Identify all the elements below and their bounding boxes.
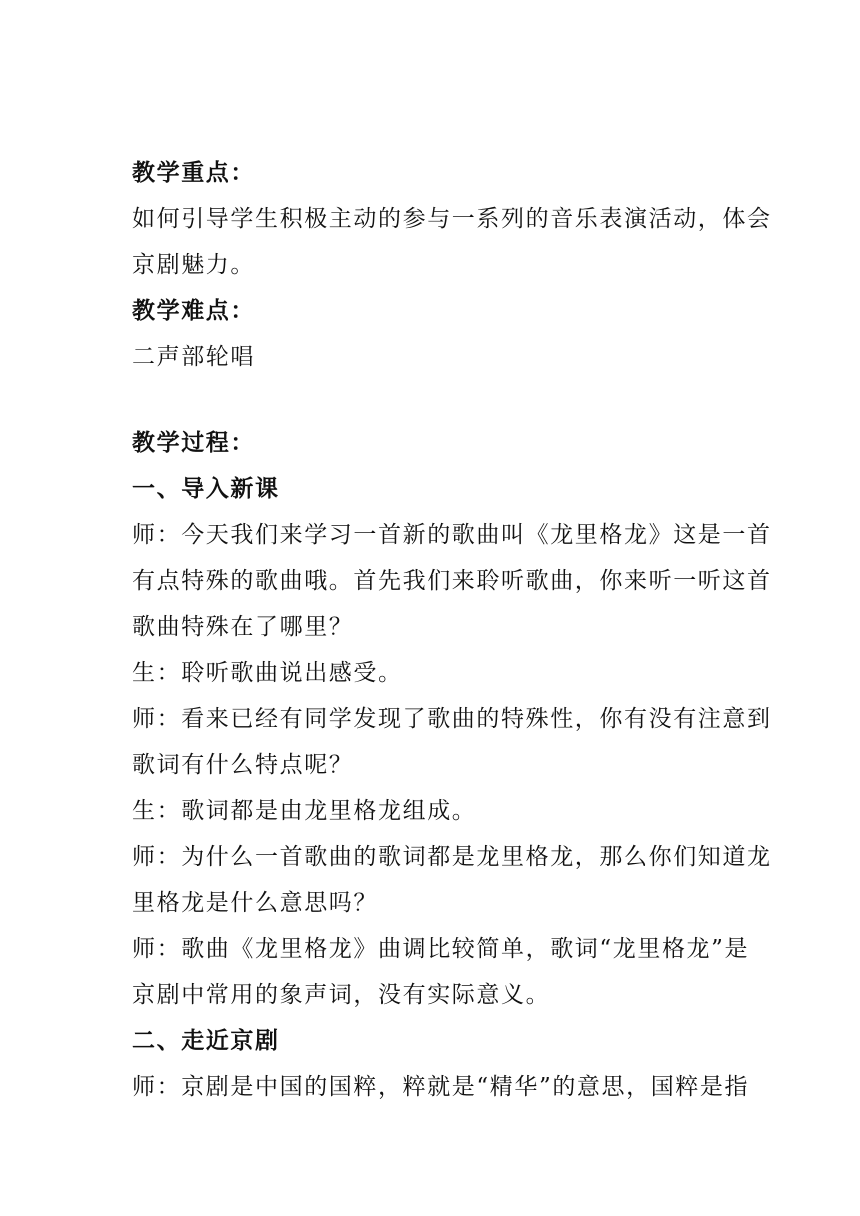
section-1-line-11: 京剧中常用的象声词，没有实际意义。 (132, 982, 551, 1008)
section-spacer (132, 380, 732, 420)
teaching-focus-text-line-1: 如何引导学生积极主动的参与一系列的音乐表演活动，体会 (132, 206, 772, 232)
section-1-line-7: 生：歌词都是由龙里格龙组成。 (132, 798, 477, 824)
section-1-line-2: 有点特殊的歌曲哦。首先我们来聆听歌曲，你来听一听这首 (132, 568, 772, 594)
section-1-line-9: 里格龙是什么意思吗？ (132, 890, 378, 916)
section-1-heading: 一、导入新课 (132, 475, 280, 502)
section-1-line-10: 师：歌曲《龙里格龙》曲调比较简单，歌词“龙里格龙”是 (132, 936, 750, 962)
teaching-difficulty-heading: 教学难点： (132, 297, 255, 324)
teaching-focus-heading: 教学重点： (132, 159, 255, 186)
section-2-line-1: 师：京剧是中国的国粹，粹就是“精华”的意思，国粹是指 (132, 1074, 750, 1100)
section-1-line-3: 歌曲特殊在了哪里？ (132, 614, 354, 640)
section-1-line-5: 师：看来已经有同学发现了歌曲的特殊性，你有没有注意到 (132, 706, 772, 732)
section-1-line-1: 师：今天我们来学习一首新的歌曲叫《龙里格龙》这是一首 (132, 522, 772, 548)
teaching-difficulty-text: 二声部轮唱 (132, 344, 255, 370)
document-body (132, 150, 772, 1110)
teaching-process-heading: 教学过程： (132, 429, 255, 456)
section-1-line-6: 歌词有什么特点呢？ (132, 752, 354, 778)
section-1-line-8: 师：为什么一首歌曲的歌词都是龙里格龙，那么你们知道龙 (132, 844, 772, 870)
section-2-heading: 二、走近京剧 (132, 1027, 280, 1054)
teaching-focus-text-line-2: 京剧魅力。 (132, 252, 255, 278)
section-1-line-4: 生：聆听歌曲说出感受。 (132, 660, 403, 686)
